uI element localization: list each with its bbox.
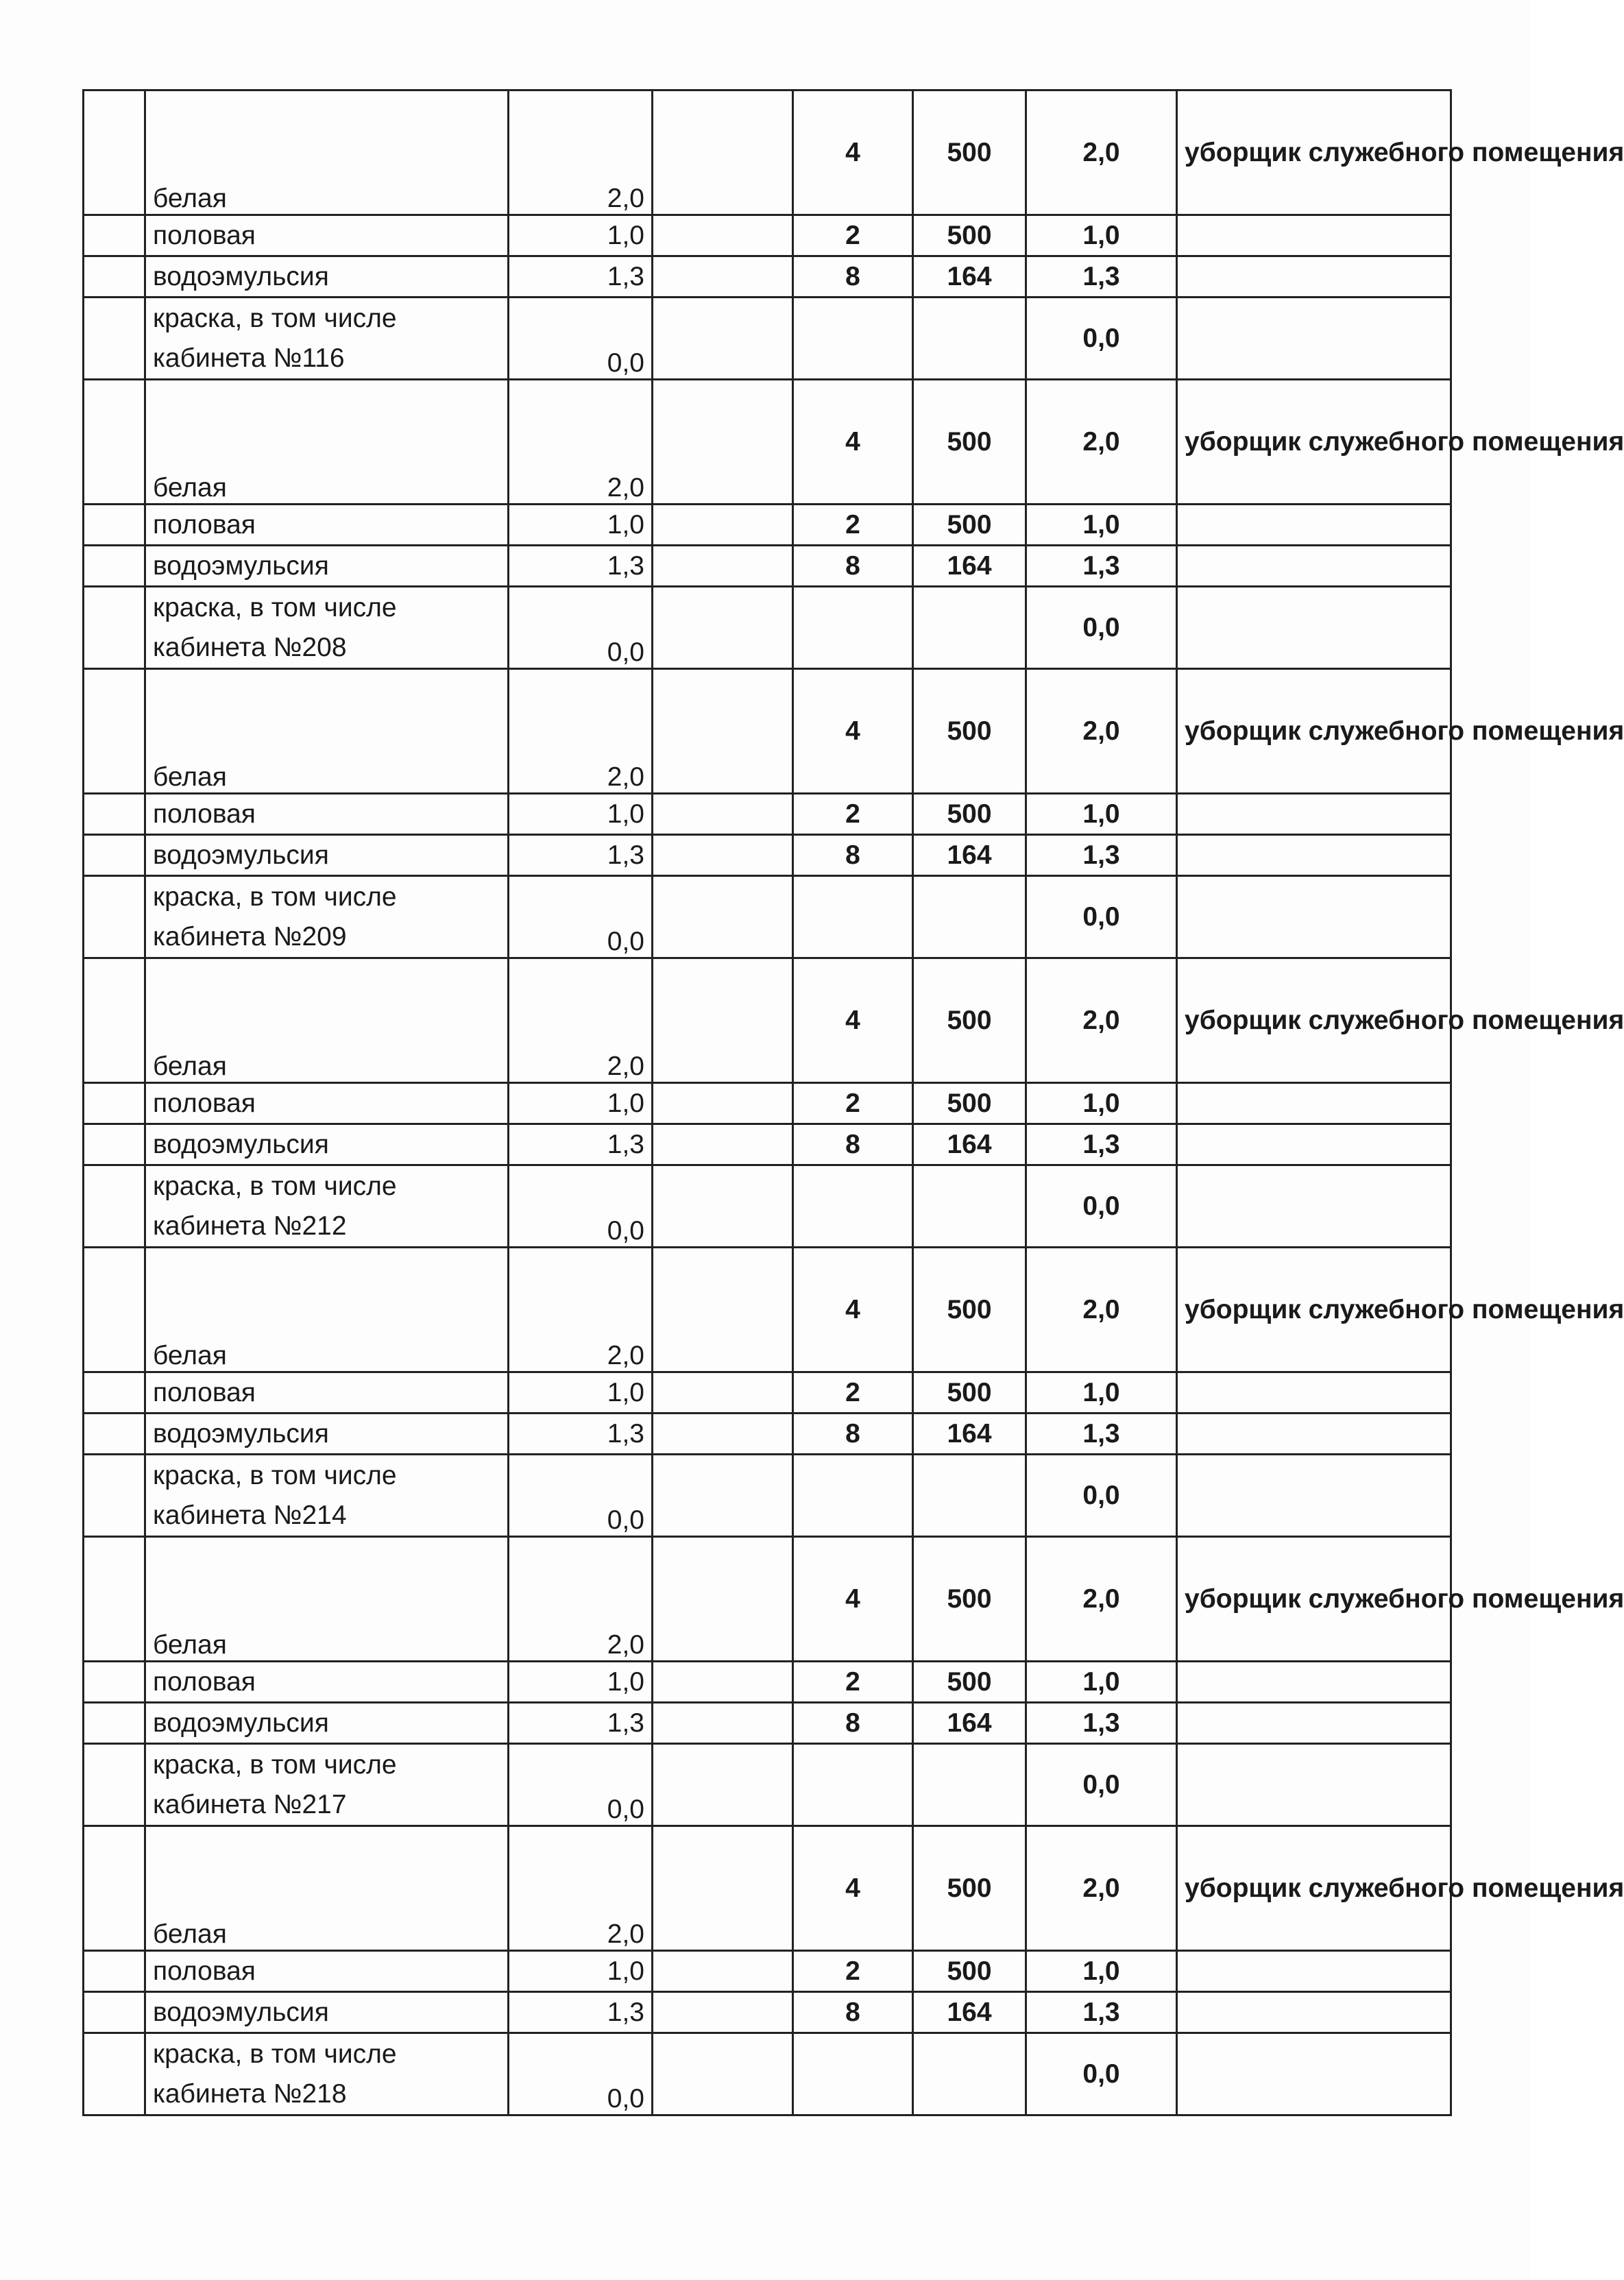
total-cell: 2,0 <box>1026 1248 1177 1372</box>
empty-cell <box>653 298 793 380</box>
material-name-block <box>145 1455 509 1537</box>
index-cell <box>84 298 145 380</box>
norm-cell: 2 <box>793 794 913 835</box>
total-cell: 0,0 <box>1026 2033 1177 2115</box>
total-cell: 1,0 <box>1026 215 1177 256</box>
table-row <box>84 1083 1451 1124</box>
norm-cell: 2 <box>793 1083 913 1124</box>
index-cell <box>84 1951 145 1992</box>
empty-cell <box>1177 1744 1451 1826</box>
material-name-block <box>145 1165 509 1248</box>
table-row <box>84 546 1451 587</box>
index-cell <box>84 794 145 835</box>
material-name-block <box>145 1744 509 1826</box>
quantity-cell: 1,0 <box>509 794 653 835</box>
room-label: кабинета №218 <box>153 2078 347 2109</box>
quantity-cell: 2,0 <box>509 1248 653 1372</box>
area-cell: 500 <box>913 215 1026 256</box>
empty-cell <box>1177 1083 1451 1124</box>
total-cell: 1,0 <box>1026 794 1177 835</box>
empty-cell <box>913 587 1026 669</box>
quantity-cell: 1,3 <box>509 1703 653 1744</box>
empty-cell <box>653 505 793 546</box>
empty-cell <box>653 90 793 215</box>
empty-cell <box>1177 1372 1451 1414</box>
total-cell: 0,0 <box>1026 587 1177 669</box>
quantity-cell: 0,0 <box>509 876 653 958</box>
quantity-cell: 1,0 <box>509 1083 653 1124</box>
index-cell <box>84 505 145 546</box>
area-cell: 500 <box>913 1083 1026 1124</box>
empty-cell <box>653 835 793 876</box>
paint-label: краска, в том числе <box>153 592 397 622</box>
material-name: половая <box>145 1372 509 1414</box>
area-cell: 164 <box>913 1992 1026 2033</box>
total-cell: 2,0 <box>1026 1537 1177 1662</box>
material-name: половая <box>145 505 509 546</box>
norm-cell: 8 <box>793 1414 913 1455</box>
empty-cell <box>653 958 793 1083</box>
quantity-cell: 1,0 <box>509 1951 653 1992</box>
material-name: водоэмульсия <box>145 1992 509 2033</box>
empty-cell <box>1177 1951 1451 1992</box>
total-cell: 0,0 <box>1026 876 1177 958</box>
total-cell: 1,0 <box>1026 1372 1177 1414</box>
table-row <box>84 1372 1451 1414</box>
index-cell <box>84 1744 145 1826</box>
responsible-role: уборщик служебного помещения <box>1177 380 1451 505</box>
material-name: половая <box>145 1662 509 1703</box>
norm-cell: 8 <box>793 1124 913 1165</box>
index-cell <box>84 1083 145 1124</box>
quantity-cell: 1,3 <box>509 1124 653 1165</box>
empty-cell <box>653 1455 793 1537</box>
norm-cell: 8 <box>793 1703 913 1744</box>
norm-cell: 2 <box>793 1951 913 1992</box>
norm-cell: 4 <box>793 90 913 215</box>
index-cell <box>84 669 145 794</box>
empty-cell <box>653 1414 793 1455</box>
quantity-cell: 1,0 <box>509 505 653 546</box>
total-cell: 1,3 <box>1026 835 1177 876</box>
index-cell <box>84 958 145 1083</box>
table-row <box>84 380 1451 505</box>
paint-label: краска, в том числе <box>153 303 397 333</box>
material-name: белая <box>145 90 509 215</box>
norm-cell: 8 <box>793 256 913 298</box>
responsible-role: уборщик служебного помещения <box>1177 669 1451 794</box>
empty-cell <box>913 1455 1026 1537</box>
table-row <box>84 835 1451 876</box>
total-cell: 1,0 <box>1026 1083 1177 1124</box>
index-cell <box>84 1992 145 2033</box>
total-cell: 0,0 <box>1026 1165 1177 1248</box>
quantity-cell: 1,0 <box>509 1662 653 1703</box>
empty-cell <box>913 2033 1026 2115</box>
norm-cell: 2 <box>793 1662 913 1703</box>
material-name: водоэмульсия <box>145 835 509 876</box>
quantity-cell: 2,0 <box>509 90 653 215</box>
area-cell: 500 <box>913 1537 1026 1662</box>
room-label: кабинета №214 <box>153 1500 347 1530</box>
total-cell: 0,0 <box>1026 1744 1177 1826</box>
table-row <box>84 298 1451 380</box>
table-row <box>84 90 1451 215</box>
empty-cell <box>1177 505 1451 546</box>
empty-cell <box>653 380 793 505</box>
table-row <box>84 256 1451 298</box>
table-row <box>84 876 1451 958</box>
responsible-role: уборщик служебного помещения <box>1177 958 1451 1083</box>
norm-cell: 4 <box>793 380 913 505</box>
index-cell <box>84 546 145 587</box>
material-name-block <box>145 298 509 380</box>
quantity-cell: 2,0 <box>509 1537 653 1662</box>
norm-cell: 8 <box>793 1992 913 2033</box>
norm-cell: 8 <box>793 835 913 876</box>
index-cell <box>84 1826 145 1951</box>
area-cell: 500 <box>913 90 1026 215</box>
total-cell: 2,0 <box>1026 1826 1177 1951</box>
index-cell <box>84 1703 145 1744</box>
empty-cell <box>1177 1662 1451 1703</box>
table-row <box>84 587 1451 669</box>
area-cell: 164 <box>913 546 1026 587</box>
index-cell <box>84 1372 145 1414</box>
material-name: белая <box>145 1248 509 1372</box>
total-cell: 1,0 <box>1026 505 1177 546</box>
materials-table <box>82 89 1624 2116</box>
responsible-role: уборщик служебного помещения <box>1177 1826 1451 1951</box>
empty-cell <box>793 587 913 669</box>
total-cell: 1,3 <box>1026 1124 1177 1165</box>
paint-label: краска, в том числе <box>153 1460 397 1490</box>
empty-cell <box>653 1248 793 1372</box>
total-cell: 2,0 <box>1026 958 1177 1083</box>
quantity-cell: 0,0 <box>509 1455 653 1537</box>
total-cell: 1,3 <box>1026 1992 1177 2033</box>
empty-cell <box>793 2033 913 2115</box>
paint-label: краска, в том числе <box>153 2039 397 2069</box>
empty-cell <box>653 2033 793 2115</box>
table-row <box>84 1455 1451 1537</box>
index-cell <box>84 1248 145 1372</box>
empty-cell <box>1177 794 1451 835</box>
material-name: половая <box>145 794 509 835</box>
total-cell: 1,0 <box>1026 1662 1177 1703</box>
material-name: половая <box>145 215 509 256</box>
quantity-cell: 2,0 <box>509 1826 653 1951</box>
empty-cell <box>1177 835 1451 876</box>
table-row <box>84 2033 1451 2115</box>
paint-label: краска, в том числе <box>153 1171 397 1201</box>
empty-cell <box>1177 1992 1451 2033</box>
norm-cell: 2 <box>793 215 913 256</box>
quantity-cell: 0,0 <box>509 1744 653 1826</box>
area-cell: 500 <box>913 380 1026 505</box>
empty-cell <box>653 1992 793 2033</box>
empty-cell <box>653 1083 793 1124</box>
material-name: половая <box>145 1083 509 1124</box>
quantity-cell: 1,3 <box>509 546 653 587</box>
responsible-role: уборщик служебного помещения <box>1177 90 1451 215</box>
empty-cell <box>793 1744 913 1826</box>
material-name: белая <box>145 958 509 1083</box>
area-cell: 164 <box>913 256 1026 298</box>
empty-cell <box>653 669 793 794</box>
table-row <box>84 215 1451 256</box>
total-cell: 0,0 <box>1026 298 1177 380</box>
area-cell: 164 <box>913 1124 1026 1165</box>
quantity-cell: 2,0 <box>509 380 653 505</box>
empty-cell <box>1177 256 1451 298</box>
norm-cell: 4 <box>793 1826 913 1951</box>
area-cell: 500 <box>913 1951 1026 1992</box>
material-name: белая <box>145 1826 509 1951</box>
material-name-block <box>145 876 509 958</box>
quantity-cell: 0,0 <box>509 1165 653 1248</box>
table-row <box>84 1414 1451 1455</box>
area-cell: 164 <box>913 835 1026 876</box>
material-name: водоэмульсия <box>145 546 509 587</box>
norm-cell: 4 <box>793 1248 913 1372</box>
table-row <box>84 1826 1451 1951</box>
empty-cell <box>1177 1124 1451 1165</box>
index-cell <box>84 1455 145 1537</box>
empty-cell <box>653 256 793 298</box>
empty-cell <box>653 876 793 958</box>
quantity-cell: 1,3 <box>509 835 653 876</box>
empty-cell <box>653 794 793 835</box>
room-label: кабинета №116 <box>153 343 345 373</box>
quantity-cell: 1,3 <box>509 1992 653 2033</box>
index-cell <box>84 215 145 256</box>
room-label: кабинета №212 <box>153 1211 347 1241</box>
index-cell <box>84 2033 145 2115</box>
empty-cell <box>1177 298 1451 380</box>
empty-cell <box>653 1826 793 1951</box>
material-name: половая <box>145 1951 509 1992</box>
area-cell: 164 <box>913 1414 1026 1455</box>
empty-cell <box>653 587 793 669</box>
quantity-cell: 1,0 <box>509 215 653 256</box>
empty-cell <box>913 1744 1026 1826</box>
index-cell <box>84 380 145 505</box>
room-label: кабинета №208 <box>153 632 347 662</box>
norm-cell: 2 <box>793 1372 913 1414</box>
table-row <box>84 1992 1451 2033</box>
empty-cell <box>1177 1165 1451 1248</box>
area-cell: 500 <box>913 669 1026 794</box>
norm-cell: 2 <box>793 505 913 546</box>
materials-table-body <box>84 90 1624 2115</box>
empty-cell <box>793 876 913 958</box>
index-cell <box>84 1124 145 1165</box>
total-cell: 1,0 <box>1026 1951 1177 1992</box>
empty-cell <box>653 1662 793 1703</box>
index-cell <box>84 90 145 215</box>
table-row <box>84 505 1451 546</box>
area-cell: 164 <box>913 1703 1026 1744</box>
area-cell: 500 <box>913 958 1026 1083</box>
norm-cell: 4 <box>793 1537 913 1662</box>
area-cell: 500 <box>913 1662 1026 1703</box>
table-row <box>84 1703 1451 1744</box>
table-row <box>84 1248 1451 1372</box>
empty-cell <box>653 1537 793 1662</box>
empty-cell <box>1177 876 1451 958</box>
material-name: белая <box>145 1537 509 1662</box>
norm-cell: 4 <box>793 669 913 794</box>
room-label: кабинета №217 <box>153 1789 347 1819</box>
material-name-block <box>145 2033 509 2115</box>
quantity-cell: 2,0 <box>509 669 653 794</box>
table-row <box>84 1744 1451 1826</box>
index-cell <box>84 876 145 958</box>
empty-cell <box>913 298 1026 380</box>
total-cell: 1,3 <box>1026 1703 1177 1744</box>
empty-cell <box>653 1372 793 1414</box>
index-cell <box>84 1537 145 1662</box>
material-name: водоэмульсия <box>145 1414 509 1455</box>
empty-cell <box>653 1165 793 1248</box>
material-name-block <box>145 587 509 669</box>
quantity-cell: 0,0 <box>509 2033 653 2115</box>
area-cell: 500 <box>913 1248 1026 1372</box>
index-cell <box>84 587 145 669</box>
table-row <box>84 1537 1451 1662</box>
empty-cell <box>1177 1414 1451 1455</box>
total-cell: 2,0 <box>1026 669 1177 794</box>
quantity-cell: 0,0 <box>509 298 653 380</box>
total-cell: 1,3 <box>1026 256 1177 298</box>
empty-cell <box>793 298 913 380</box>
quantity-cell: 0,0 <box>509 587 653 669</box>
empty-cell <box>1177 587 1451 669</box>
empty-cell <box>913 1165 1026 1248</box>
empty-cell <box>1177 2033 1451 2115</box>
empty-cell <box>653 546 793 587</box>
total-cell: 0,0 <box>1026 1455 1177 1537</box>
area-cell: 500 <box>913 1826 1026 1951</box>
index-cell <box>84 1414 145 1455</box>
table-row <box>84 669 1451 794</box>
total-cell: 2,0 <box>1026 90 1177 215</box>
table-row <box>84 794 1451 835</box>
total-cell: 1,3 <box>1026 546 1177 587</box>
material-name: белая <box>145 380 509 505</box>
quantity-cell: 1,0 <box>509 1372 653 1414</box>
area-cell: 500 <box>913 505 1026 546</box>
empty-cell <box>913 876 1026 958</box>
index-cell <box>84 256 145 298</box>
index-cell <box>84 835 145 876</box>
quantity-cell: 2,0 <box>509 958 653 1083</box>
area-cell: 500 <box>913 1372 1026 1414</box>
empty-cell <box>793 1455 913 1537</box>
table-row <box>84 1124 1451 1165</box>
room-label: кабинета №209 <box>153 921 347 951</box>
quantity-cell: 1,3 <box>509 1414 653 1455</box>
total-cell: 1,3 <box>1026 1414 1177 1455</box>
empty-cell <box>1177 215 1451 256</box>
paint-label: краска, в том числе <box>153 882 397 912</box>
total-cell: 2,0 <box>1026 380 1177 505</box>
table-row <box>84 1951 1451 1992</box>
empty-cell <box>1177 1455 1451 1537</box>
material-name: белая <box>145 669 509 794</box>
empty-cell <box>793 1165 913 1248</box>
index-cell <box>84 1165 145 1248</box>
empty-cell <box>1177 1703 1451 1744</box>
material-name: водоэмульсия <box>145 1703 509 1744</box>
empty-cell <box>653 215 793 256</box>
index-cell <box>84 1662 145 1703</box>
responsible-role: уборщик служебного помещения <box>1177 1248 1451 1372</box>
material-name: водоэмульсия <box>145 256 509 298</box>
table-row <box>84 1165 1451 1248</box>
empty-cell <box>653 1703 793 1744</box>
quantity-cell: 1,3 <box>509 256 653 298</box>
table-row <box>84 958 1451 1083</box>
paint-label: краска, в том числе <box>153 1749 397 1780</box>
empty-cell <box>1177 546 1451 587</box>
responsible-role: уборщик служебного помещения <box>1177 1537 1451 1662</box>
empty-cell <box>653 1744 793 1826</box>
material-name: водоэмульсия <box>145 1124 509 1165</box>
empty-cell <box>653 1124 793 1165</box>
empty-cell <box>653 1951 793 1992</box>
table-row <box>84 1662 1451 1703</box>
area-cell: 500 <box>913 794 1026 835</box>
norm-cell: 4 <box>793 958 913 1083</box>
norm-cell: 8 <box>793 546 913 587</box>
